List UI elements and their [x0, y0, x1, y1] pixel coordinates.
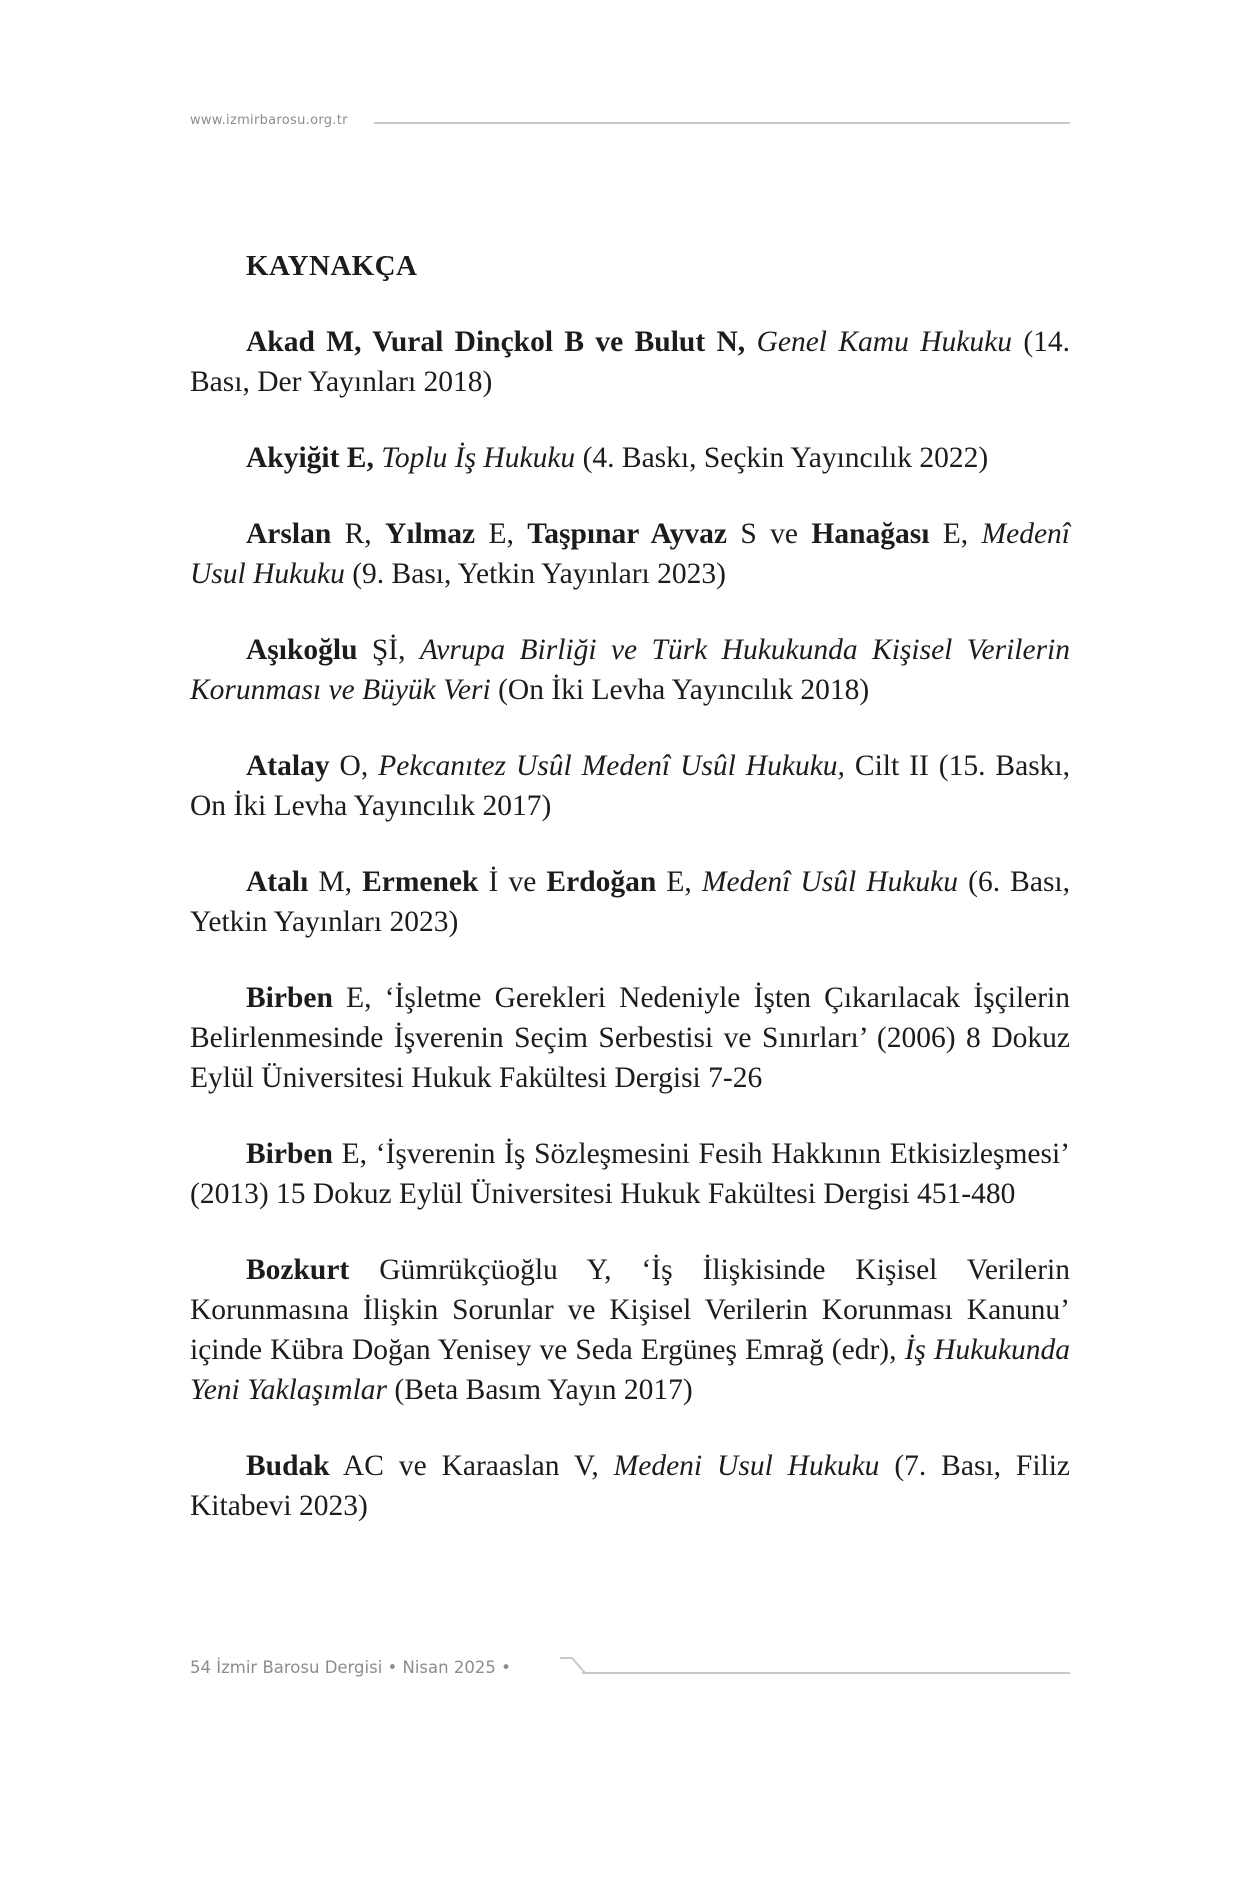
reference-text: M,: [308, 866, 363, 898]
reference-entry: [190, 630, 1070, 710]
reference-title: Medenî Usul Hukuku: [190, 518, 1071, 590]
page-footer: [190, 1655, 1070, 1685]
reference-author: Atalı: [246, 866, 309, 898]
header-rule: [374, 122, 1070, 124]
footer-rule: [582, 1672, 1070, 1674]
reference-entry: [190, 438, 1070, 478]
reference-list: [190, 322, 1070, 1526]
reference-entry: [190, 514, 1070, 594]
reference-text: E, ‘İşletme Gerekleri Nedeniyle İşten Çıkarılacak İşçilerin Belirlenmesinde İşverenin Seçim Serbestisi ve Sınırları’ (2006) 8 Dokuz Eylül Üniversitesi Hukuk Fakültesi Dergisi 7-26: [190, 982, 1070, 1094]
reference-author: Erdoğan: [546, 866, 657, 898]
reference-title: İş Hukukunda Yeni Yaklaşımlar: [190, 1334, 1071, 1406]
reference-text: E,: [656, 866, 702, 898]
reference-text: Şİ,: [357, 634, 420, 666]
reference-text: S ve: [727, 518, 812, 550]
reference-author: Birben: [246, 982, 333, 1014]
reference-text: İ ve: [478, 866, 547, 898]
reference-text: R,: [331, 518, 386, 550]
reference-entry: [190, 1446, 1070, 1526]
reference-text: (Beta Basım Yayın 2017): [387, 1374, 693, 1406]
reference-author: Taşpınar Ayvaz: [527, 518, 728, 550]
reference-text: E, ‘İşverenin İş Sözleşmesini Fesih Hakkının Etkisizleşmesi’ (2013) 15 Dokuz Eylül Üniversitesi Hukuk Fakültesi Dergisi 451-480: [190, 1138, 1070, 1210]
reference-author: Budak: [246, 1450, 330, 1482]
reference-entry: [190, 322, 1070, 402]
footer-text: 54 İzmir Barosu Dergisi • Nisan 2025 •: [190, 1658, 511, 1677]
reference-text: (6. Bası, Yetkin Yayınları 2023): [190, 866, 1070, 938]
reference-author: Yılmaz: [385, 518, 476, 550]
reference-text: [745, 326, 756, 358]
reference-title: Genel Kamu Hukuku: [756, 326, 1012, 358]
reference-text: Cilt II (15. Baskı, On İki Levha Yayıncılık 2017): [190, 750, 1070, 822]
reference-text: E,: [929, 518, 982, 550]
section-heading: KAYNAKÇA: [246, 250, 418, 282]
reference-text: AC ve Karaaslan V,: [329, 1450, 614, 1482]
reference-author: Hanağası: [811, 518, 930, 550]
reference-author: Akyiğit E,: [246, 442, 374, 474]
reference-title: Pekcanıtez Usûl Medenî Usûl Hukuku,: [378, 750, 845, 782]
bibliography-section: [190, 246, 1070, 1562]
reference-author: Atalay: [246, 750, 330, 782]
reference-entry: [190, 1134, 1070, 1214]
reference-author: Arslan: [246, 518, 332, 550]
reference-text: (9. Bası, Yetkin Yayınları 2023): [344, 558, 726, 590]
reference-title: Medenî Usûl Hukuku: [701, 866, 959, 898]
reference-text: (14. Bası, Der Yayınları 2018): [190, 326, 1071, 398]
reference-author: Aşıkoğlu: [246, 634, 358, 666]
reference-author: Birben: [246, 1138, 333, 1170]
page-header: [190, 113, 1070, 133]
reference-text: Gümrükçüoğlu Y, ‘İş İlişkisinde Kişisel Verilerin Korunmasına İlişkin Sorunlar ve Kişisel Verilerin Korunması Kanunu’ içinde Kübra Doğan Yenisey ve Seda Ergüneş Emrağ (edr),: [190, 1254, 1070, 1366]
reference-author: Ermenek: [362, 866, 479, 898]
reference-title: Medeni Usul Hukuku: [613, 1450, 880, 1482]
reference-entry: [190, 746, 1070, 826]
reference-title: Toplu İş Hukuku: [381, 442, 576, 474]
reference-text: O,: [329, 750, 379, 782]
reference-text: (4. Baskı, Seçkin Yayıncılık 2022): [575, 442, 989, 474]
header-url: www.izmirbarosu.org.tr: [190, 113, 348, 128]
reference-entry: [190, 1250, 1070, 1410]
reference-author: Bozkurt: [246, 1254, 350, 1286]
reference-entry: [190, 862, 1070, 942]
reference-title: Avrupa Birliği ve Türk Hukukunda Kişisel Verilerin Korunması ve Büyük Veri: [190, 634, 1070, 706]
reference-text: (On İki Levha Yayıncılık 2018): [490, 674, 870, 706]
reference-entry: [190, 978, 1070, 1098]
reference-text: (7. Bası, Filiz Kitabevi 2023): [190, 1450, 1071, 1522]
reference-author: Akad M, Vural Dinçkol B ve Bulut N,: [246, 326, 746, 358]
reference-text: E,: [475, 518, 528, 550]
